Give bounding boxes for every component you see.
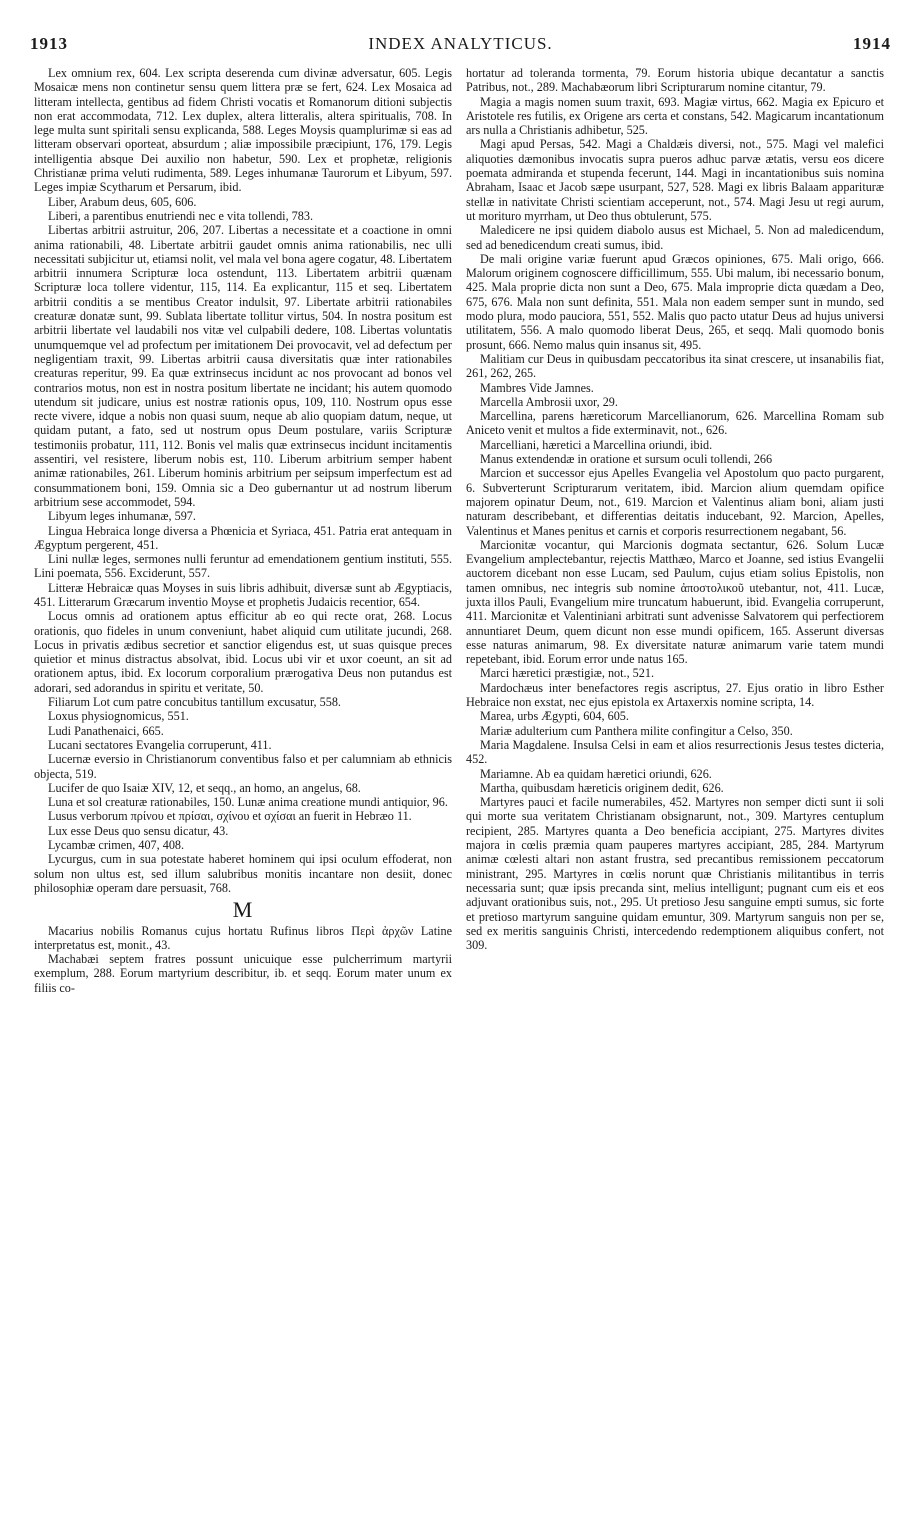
index-entry: Lucani sectatores Evangelia corruperunt, 411.: [48, 737, 272, 752]
index-entry: Malitiam cur Deus in quibusdam peccatoribus ita sinat crescere, ut insanabilis fiat, 261, 262, 265.: [466, 351, 884, 381]
index-entry: Manus extendendæ in oratione et sursum oculi tollendi, 266: [480, 452, 773, 467]
index-entry: De mali origine variæ fuerunt apud Græcos opiniones, 675. Mali origo, 666. Malorum originem cognoscere difficillimum, 555. Ubi malum, ibi necessario bonum, 425. Mala proprie dicta non sunt a Deo, 675. Mala improprie dicta quædam a Deo, 675, 676. Mala non sunt definita, 551. Mala non eadem semper sunt in mundo, sed modo plura, modo pauciora, 551, 552. Malis quo pacto utatur Deus ad hujus universi utilitatem, 556. A malo quomodo liberat Deus, 265, et seqq. Mali quomodo bonis prosunt, 666. Nemo malus quin insanus sit, 495.: [466, 251, 884, 352]
index-entry: Lucifer de quo Isaiæ XIV, 12, et seqq., an homo, an angelus, 68.: [48, 780, 361, 795]
index-entry: Marcion et successor ejus Apelles Evangelia vel Apostolum quo pacto purgarent, 6. Subverterunt Scripturarum veritatem, ibid. Marcion alium quemdam opifice majorem opinatur Deum, not., 619. Marcion et Valentinus aliam boni, aliam justi naturam describebant, et differentias deitatis inducebant, 92. Marcion, Apelles, Valentinus et Manes penitus et carnis et corporis resurrectionem negabant, 56.: [466, 466, 884, 538]
right-column: [466, 66, 884, 952]
index-entry: Mariæ adulterium cum Panthera milite confingitur a Celso, 350.: [480, 723, 793, 738]
index-entry: Martyres pauci et facile numerabiles, 452. Martyres non semper dicti sunt ii soli qui morte sua veritatem Christianam obsignarunt, not., 309. Martyres centuplum recipient, 285. Martyres quanta a Deo beneficia accipiant, 275. Martyres divites majora in cœlis præmia quam pauperes martyres accipiant, 285, 284. Martyrum animæ cœlesti altari non astant frustra, sed precantibus remissionem peccatorum ministrant, 295. Martyres in cœlis norunt quæ Christianis militantibus in terris necessaria sunt; quæ ipsis precanda sint, melius intelligunt; pugnant cum eis et eos adjuvant orationibus suis, not., 295. Ut pretioso Jesu sanguine empti sumus, sic forte et pretioso martyrum sanguine quidam emuntur, 309. Martyrum sanguis non per se, sed ex meritis sanguinis Christi, intercedendo redemptionem aliquibus confert, not 309.: [466, 795, 884, 953]
running-title: INDEX ANALYTICUS.: [368, 34, 553, 53]
index-entry: Mambres Vide Jamnes.: [480, 380, 594, 395]
index-entry: Lycurgus, cum in sua potestate haberet hominem qui ipsi oculum effoderat, non solum non ultus est, sed illum salubribus monitis incantare non desiit, donec philosophiæ operam dare persuasit, 768.: [34, 852, 452, 895]
index-entry: Ludi Panathenaici, 665.: [48, 723, 164, 738]
index-entry: Locus omnis ad orationem aptus efficitur ab eo qui recte orat, 268. Locus orationis, quo fideles in unum conveniunt, habet aliquid cum utilitate jucundi, 268. Locus in privatis ædibus secretior et sanctior eligendus est, ut suas quisque preces quietior et minus distractus absolvat, ibid. Locus ubi vir et uxor coeunt, an sit ad orationem aptus, ibid. Ex locorum corporalium prærogativa Deus non putandus est adorari, sed adorandus in spiritu et veritate, 50.: [34, 609, 452, 695]
index-entry: Martha, quibusdam hæreticis originem dedit, 626.: [480, 780, 724, 795]
page-header: [30, 34, 891, 58]
index-entry: Luna et sol creaturæ rationabiles, 150. Lunæ anima creatione mundi antiquior, 96.: [48, 795, 448, 810]
index-entry: Lucernæ eversio in Christianorum conventibus falso et per calumniam ab ethnicis objecta, 519.: [34, 752, 452, 781]
index-entry: Lingua Hebraica longe diversa a Phœnicia et Syriaca, 451. Patria erat antequam in Ægyptum pergerent, 451.: [34, 523, 452, 552]
index-entry: Mariamne. Ab ea quidam hæretici oriundi, 626.: [480, 766, 712, 781]
index-entry: Mardochæus inter benefactores regis ascriptus, 27. Ejus oratio in libro Esther Hebraice non exstat, nec ejus epistola ex Artaxerxis nomine scripta, 14.: [466, 680, 884, 710]
page-number-left: 1913: [30, 34, 68, 53]
index-entry: Magi apud Persas, 542. Magi a Chaldæis diversi, not., 575. Magi vel malefici aliquoties dæmonibus invocatis supra pueros adhuc parvæ ætatis, versu eos dicere poemata admiranda et stupenda fecerunt, 144. Magi in incantationibus suis nomina Abraham, Isaac et Jacob sæpe usurpant, 527, 528. Magi ex libris Balaam apparituræ stellæ in nativitate Christi scientiam acceperunt, not., 574. Magi Jesu ut regi aurum, ut morituro myrrham, ut Deo thus obtulerunt, 575.: [466, 137, 884, 223]
index-entry: Libertas arbitrii astruitur, 206, 207. Libertas a necessitate et a coactione in omni anima rationabili, 48. Libertate arbitrii gaudet omnis anima rationabilis, nec ulli necessitati subjicitur ut, etiamsi nolit, vel mala vel bona agere cogatur, 48. Libertatem arbitrii innumera Scripturæ loca ostendunt, 113. Libertatem arbitrii quænam Scripturæ loca tollere videntur, 115, 114. Ea explicantur, 115 et seq. Libertatem arbitrii conditis a se mentibus Creator indulsit, 97. Libertate arbitrii rationabiles creaturæ donatæ sunt, 99. Sublata libertate tollitur virtus, 504. In nostra positum est arbitrii libertate vel laudabili nos vitæ vel culpabili dedere, 108. Libertas voluntatis unumquemque vel ad profectum per imitationem Dei provocavit, vel ad defectum per negligentiam traxit, 99. Libertas arbitrii causa diversitatis quæ inter rationabiles creaturas reperitur, 99. Ea quæ extrinsecus incidunt ac nos provocant ad bonos vel contrarios motus, non est in nostra positum libertate ne incidant; his autem quomodo utendum sit judicare, unius est nostræ rationis opus, 109, 110. Nostrum opus esse recte vivere, idque a nobis non quasi suum, neque ab alio quopiam datum, neque, ut quidam putant, a fato, sed ut nostrum opus Deum postulare, variis Scripturæ testimoniis probatur, 111, 112. Bonis vel malis quæ extrinsecus incidunt incitamentis assentiri, vel resistere, liberum nobis est, 110. Liberum arbitrium semper habent animæ rationabiles, 261. Liberum hominis arbitrium per seipsum imperfectum est ad consummationem boni, 159. Omnia sic a Deo gubernantur ut ad nostrum liberum arbitrium sese accommodet, 594.: [34, 223, 452, 509]
index-entry: Libyum leges inhumanæ, 597.: [48, 509, 196, 524]
index-entry: Machabæi septem fratres possunt unicuique esse pulcherrimum martyrii exemplum, 288. Eorum martyrium describitur, ib. et seqq. Eorum mater unum ex filiis co-: [34, 952, 452, 995]
index-entry: Marcionitæ vocantur, qui Marcionis dogmata sectantur, 626. Solum Lucæ Evangelium amplectebantur, rejectis Matthæo, Marco et Joanne, sed istius Evangelii auctorem dicebant non esse Lucam, sed Paulum, cujus etiam solius Epistolis, non tamen omnibus, nec integris sub nomine ἀποστολικοῦ utebantur, not, 411. Lucæ, juxta illos Pauli, Evangelium mire truncatum habuerunt, ibid. Evangelia corruperunt, 411. Marcionitæ et Valentiniani arbitrati sunt advenisse Salvatorem qui perfectiorem annuntiaret Deum, quem dicunt non esse mundi opificem, 165. Asserunt diversas esse naturas animarum, 98. Ex diversitate naturæ animarum varie tatem mundi repetebant, ibid. Eorum error unde natus 165.: [466, 537, 884, 667]
index-entry: Maria Magdalene. Insulsa Celsi in eam et alios resurrectionis Jesus testes dicteria, 452.: [466, 737, 884, 767]
index-entry: Maledicere ne ipsi quidem diabolo ausus est Michael, 5. Non ad maledicendum, sed ad benedicendum creati sumus, ibid.: [466, 223, 884, 252]
index-entry: Lusus verborum πρίνου et πρίσαι, σχίνου et σχίσαι an fuerit in Hebræo 11.: [48, 809, 412, 824]
index-entry: Liber, Arabum deus, 605, 606.: [48, 194, 197, 209]
index-entry: Loxus physiognomicus, 551.: [48, 709, 189, 724]
index-entry: Marea, urbs Ægypti, 604, 605.: [480, 709, 629, 724]
index-entry: Lini nullæ leges, sermones nulli feruntur ad emendationem gentium instituti, 555. Lini poemata, 556. Exciderunt, 557.: [34, 552, 452, 581]
index-entry: Lex omnium rex, 604. Lex scripta deserenda cum divinæ adversatur, 605. Legis Mosaicæ mens non continetur sensu quem littera præ se fert, 624. Lex Mosaica ad litteram intellecta, gentibus ad fidem Christi vocatis et Romanorum ditioni subjectis non erat accommodata, 712. Lex duplex, altera litteralis, altera spiritualis, 708. In lege multa sunt spiritali sensu explicanda, 588. Leges Moysis quamplurimæ si eas ad litteram observari oporteat, absurdum ; aliæ impossibile præcipiunt, 176, 179. Legis intelligentia absque Dei auxilio non habetur, 590. Lex et prophetæ, religionis Christianæ prima veluti rudimenta, 589. Leges inhumanæ Taurorum et Libyum, 597. Leges impiæ Scytharum et Persarum, ibid.: [34, 66, 452, 195]
index-entry: Filiarum Lot cum patre concubitus tantillum excusatur, 558.: [48, 695, 341, 710]
index-entry: Litteræ Hebraicæ quas Moyses in suis libris adhibuit, diversæ sunt ab Ægyptiacis, 451. Litterarum Græcarum inventio Moyse et prophetis Judaicis recentior, 654.: [34, 580, 452, 609]
index-entry: Marci hæretici præstigiæ, not., 521.: [480, 666, 654, 681]
index-entry: Magia a magis nomen suum traxit, 693. Magiæ virtus, 662. Magia ex Epicuro et Aristotele res futilis, ex Origene ars certa et constans, 542. Magicarum incantationum ars nulla a Christianis adhibetur, 525.: [466, 94, 884, 138]
left-column: [34, 66, 452, 995]
index-entry: Marcellina, parens hæreticorum Marcellianorum, 626. Marcellina Romam sub Aniceto venit et multos a fide exterminavit, not., 626.: [466, 409, 884, 438]
section-letter: M: [232, 897, 254, 923]
page-number-right: 1914: [853, 34, 891, 53]
index-entry: Lux esse Deus quo sensu dicatur, 43.: [48, 823, 229, 838]
index-entry: Liberi, a parentibus enutriendi nec e vita tollendi, 783.: [48, 208, 313, 223]
index-entry: Marcella Ambrosii uxor, 29.: [480, 394, 618, 409]
index-entry: Lycambæ crimen, 407, 408.: [48, 838, 185, 853]
index-entry: Macarius nobilis Romanus cujus hortatu Rufinus libros Περὶ ἀρχῶν Latine interpretatus est, monit., 43.: [34, 923, 452, 952]
index-entry-continuation: hortatur ad toleranda tormenta, 79. Eorum historia ubique decantatur a sanctis Patribus, not., 289. Machabæorum libri Scripturarum nomine citantur, 79.: [466, 66, 884, 95]
index-entry: Marcelliani, hæretici a Marcellina oriundi, ibid.: [480, 437, 713, 452]
